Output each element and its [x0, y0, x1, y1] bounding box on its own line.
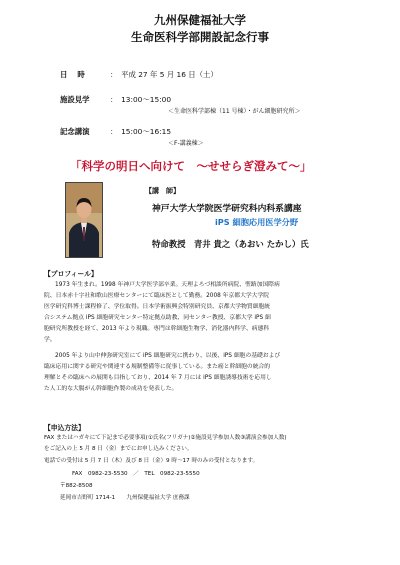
profile-line: 学。	[44, 337, 56, 343]
tour-location: ＜生命医科学部棟（11 号棟）・がん細胞研究所＞	[168, 108, 301, 115]
tour-time: ： 13:00～15:00	[110, 95, 172, 104]
speaker-name: 特命教授 青井 貴之（あおい たかし）氏	[152, 239, 309, 249]
profile-line: 院、日本赤十字社和歌山医療センターにて臨床医として勤務。2008 年京都大学大学院	[44, 293, 270, 299]
application-heading: 【申込方法】	[44, 424, 85, 432]
lecture-location: ＜F-講義棟＞	[168, 140, 204, 147]
lecture-title: 「科学の明日へ向けて ～せせらぎ澄みて～」	[70, 159, 312, 173]
profile-line: 理解とその臨床への展開も目指しており、2014 年 7 月には iPS 細胞誘導技術を応用し	[44, 375, 272, 381]
application-line: FAX またはハガキにて下記まで必要事項(①氏名(フリガナ)②施設見学参加人数③講演会参加人数)	[44, 435, 287, 441]
application-line: 電話での受付は 5 月 7 日（木）及び 8 日（金）9 時～17 時のみの受付となります。	[44, 458, 259, 464]
speaker-affiliation: 神戸大学大学院医学研究科内科系講座	[152, 204, 302, 214]
contact-postal-code: 〒882-8508	[60, 483, 93, 489]
profile-heading: 【プロフィール】	[44, 270, 98, 278]
profile-line: 合システム拠点 iPS 細胞研究センター特定拠点助教、同センター教授、京都大学 iPS 細	[44, 315, 271, 321]
profile-line: た人工的な大腸がん幹細胞作製の成功を発表した。	[44, 386, 178, 392]
profile-line: 臨床応用に関する研究や関連する規制整備等に従事している。また癌と幹細胞の統合的	[44, 364, 271, 370]
contact-address: 延岡市吉野町 1714-1 九州保健福祉大学 庶務課	[60, 495, 190, 501]
profile-line: 胞研究所教授を経て、2013 年より現職。専門は幹細胞生物学、消化器内科学、病態科	[44, 326, 270, 332]
lecture-time: ： 15:00～16:15	[110, 127, 172, 136]
lecture-label: 記念講演	[60, 127, 90, 136]
speaker-department: iPS 細胞応用医学分野	[215, 217, 299, 227]
contact-phone-fax: FAX 0982-23-5530 ／ TEL 0982-23-5550	[72, 471, 200, 477]
date-label: 日 時	[60, 70, 85, 79]
profile-line: 2005 年より山中伸弥研究室にて iPS 細胞研究に携わり、以後、iPS 細胞の基礎および	[55, 353, 281, 359]
event-title: 生命医科学部開設記念行事	[131, 30, 269, 44]
application-line: をご記入の上 5 月 8 日（金）までにお申し込みください。	[44, 446, 193, 452]
speaker-photo	[65, 182, 103, 258]
profile-line: 医学研究科博士課程修了、学位取得。日本学術振興会特別研究員、京都大学物質細胞統	[44, 304, 271, 310]
speaker-portrait-icon	[66, 183, 102, 257]
profile-line: 1973 年生まれ。1998 年神戸大学医学部卒業。天理よろづ相談所病院、聖路加国際病	[55, 282, 280, 288]
tour-label: 施設見学	[60, 95, 90, 104]
date-value: ： 平成 27 年 5 月 16 日（土）	[110, 70, 218, 79]
lecturer-tag: 【講 師】	[145, 187, 180, 195]
event-organizer-title: 九州保健福祉大学	[154, 13, 246, 27]
